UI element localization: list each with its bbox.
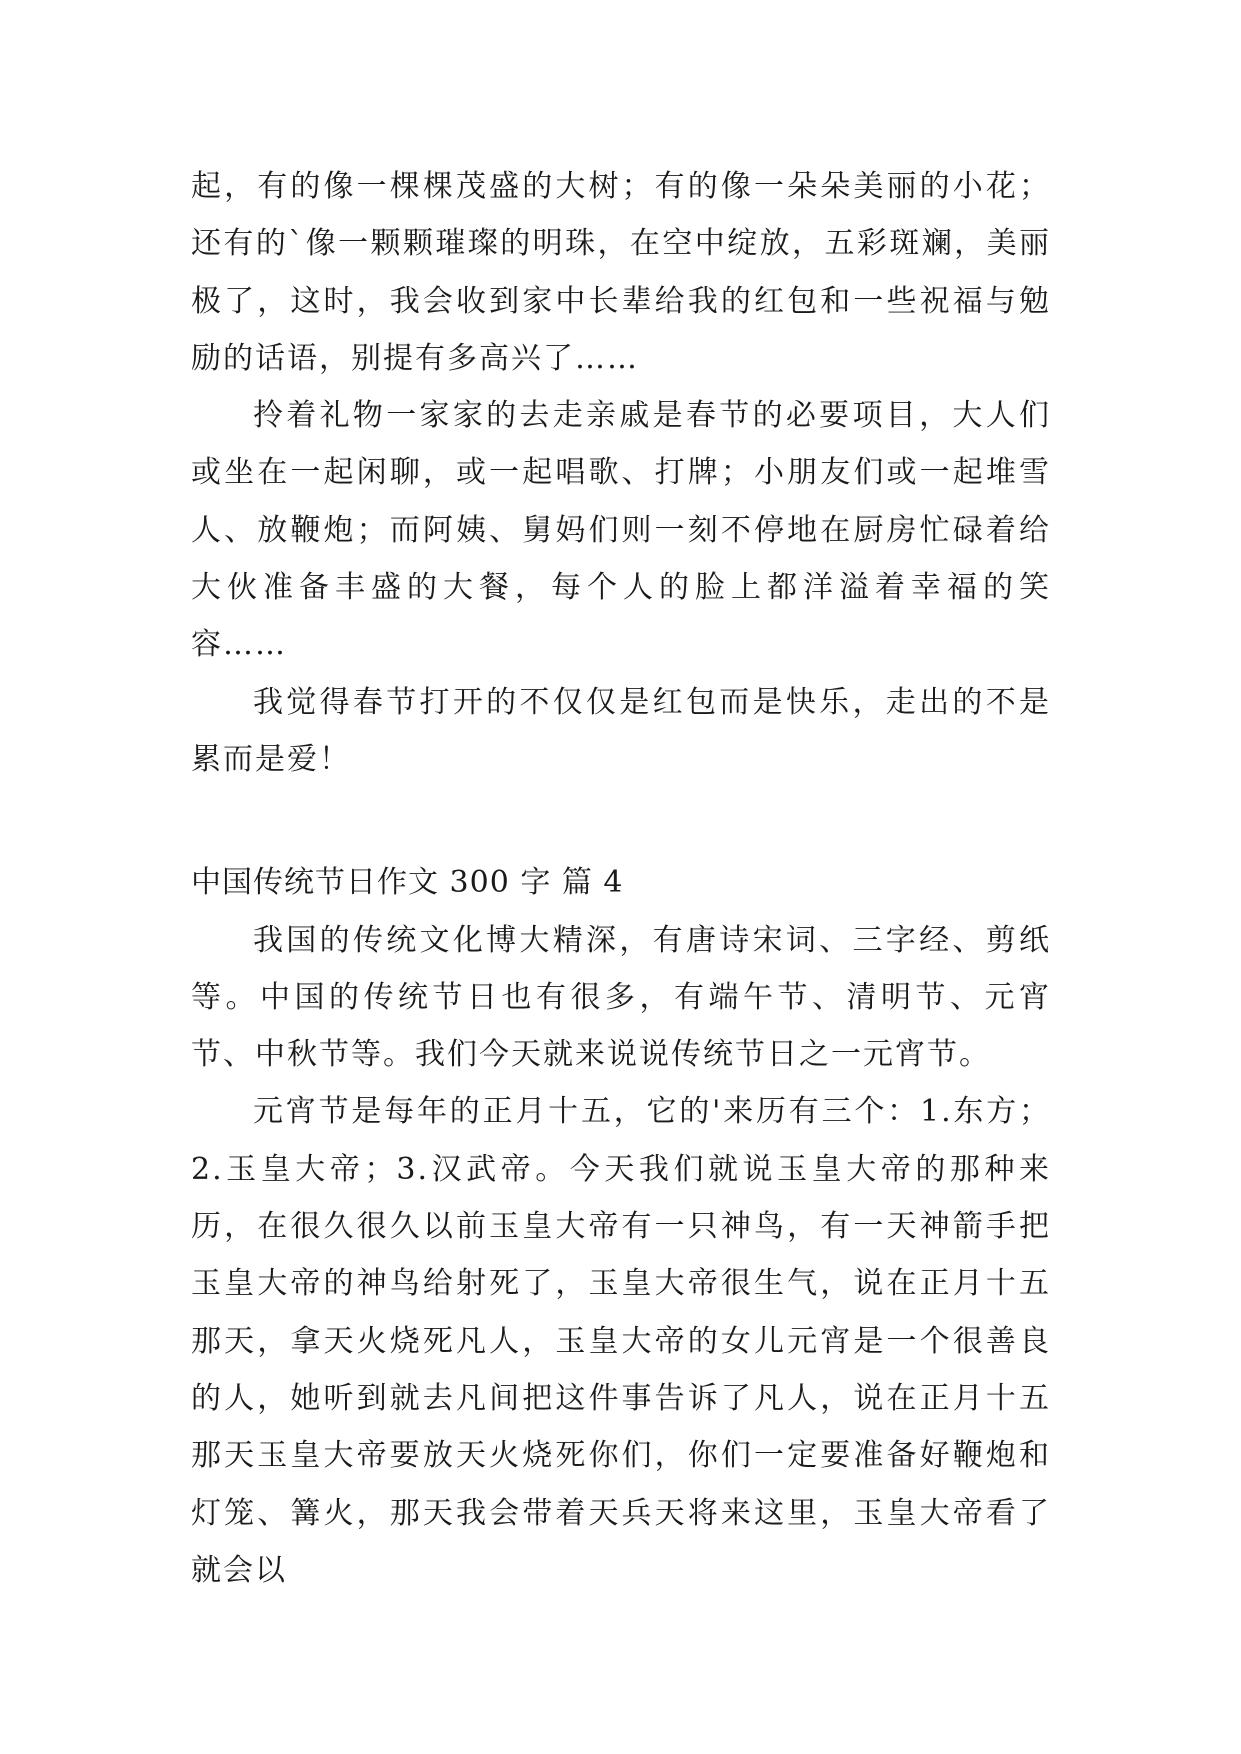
paragraph-conclusion: 我觉得春节打开的不仅仅是红包而是快乐，走出的不是累而是爱！	[191, 684, 1051, 777]
paragraph-visiting-relatives: 拎着礼物一家家的去走亲戚是春节的必要项目，大人们或坐在一起闲聊，或一起唱歌、打牌；小朋友们或一起堆雪人、放鞭炮；而阿姨、舅妈们则一刻不停地在厨房忙碌着给大伙准备丰盛的大餐，每个人的脸上都洋溢着幸福的笑容……	[191, 398, 1051, 663]
paragraph-continued: 起，有的像一棵棵茂盛的大树；有的像一朵朵美丽的小花；还有的`像一颗颗璀璨的明珠，在空中绽放，五彩斑斓，美丽极了，这时，我会收到家中长辈给我的红包和一些祝福与勉励的话语，别提有多高兴了……	[191, 169, 1051, 376]
document-body	[191, 158, 1051, 1599]
section-heading: 中国传统节日作文 300 字 篇 4	[191, 865, 624, 901]
section-spacer	[191, 788, 1051, 854]
paragraph-lantern-festival-origin: 元宵节是每年的正月十五，它的'来历有三个：1.东方；2.玉皇大帝；3.汉武帝。今天我们就说玉皇大帝的那种来历，在很久很久以前玉皇大帝有一只神鸟，有一天神箭手把玉皇大帝的神鸟给射死了，玉皇大帝很生气，说在正月十五那天，拿天火烧死凡人，玉皇大帝的女儿元宵是一个很善良的人，她听到就去凡间把这件事告诉了凡人，说在正月十五那天玉皇大帝要放天火烧死你们，你们一定要准备好鞭炮和灯笼、篝火，那天我会带着天兵天将来这里，玉皇大帝看了就会以	[191, 1094, 1051, 1588]
paragraph-intro: 我国的传统文化博大精深，有唐诗宋词、三字经、剪纸等。中国的传统节日也有很多，有端午节、清明节、元宵节、中秋节等。我们今天就来说说传统节日之一元宵节。	[191, 922, 1051, 1073]
